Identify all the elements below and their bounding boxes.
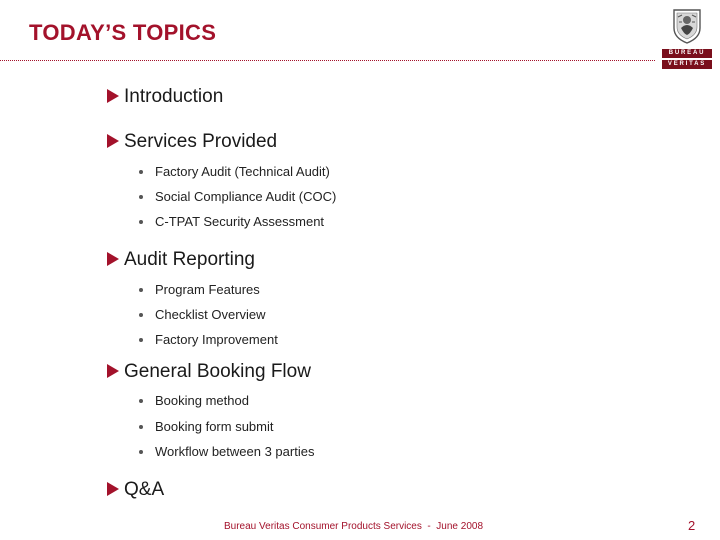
dot-bullet-icon (139, 220, 143, 224)
topic-label: Audit Reporting (124, 249, 255, 270)
list-item: C-TPAT Security Assessment (139, 214, 324, 229)
triangle-bullet-icon (107, 134, 119, 148)
dot-bullet-icon (139, 399, 143, 403)
bureau-veritas-logo (662, 8, 712, 66)
topic-label: General Booking Flow (124, 361, 311, 382)
list-item: Social Compliance Audit (COC) (139, 189, 336, 204)
list-item: Checklist Overview (139, 307, 266, 322)
logo-wordmark-top: BUREAU (662, 49, 712, 58)
list-item: Factory Audit (Technical Audit) (139, 164, 330, 179)
list-item: Workflow between 3 parties (139, 444, 314, 459)
topic-label: Services Provided (124, 131, 278, 152)
dot-bullet-icon (139, 288, 143, 292)
topic-audit-reporting (107, 249, 255, 271)
list-item: Booking method (139, 393, 249, 408)
dot-bullet-icon (139, 170, 143, 174)
topic-services-provided (107, 131, 277, 153)
page-number: 2 (688, 518, 696, 533)
crest-icon (672, 8, 702, 44)
triangle-bullet-icon (107, 482, 119, 496)
list-item: Program Features (139, 282, 260, 297)
title-divider (0, 60, 655, 61)
topic-qa (107, 479, 164, 501)
topic-general-booking-flow (107, 361, 311, 383)
topic-label: Introduction (124, 86, 224, 107)
topic-label: Q&A (124, 479, 165, 500)
triangle-bullet-icon (107, 89, 119, 103)
triangle-bullet-icon (107, 252, 119, 266)
dot-bullet-icon (139, 338, 143, 342)
topic-introduction (107, 86, 223, 108)
dot-bullet-icon (139, 195, 143, 199)
list-item: Factory Improvement (139, 332, 278, 347)
slide-title: TODAY’S TOPICS (29, 20, 217, 45)
dot-bullet-icon (139, 313, 143, 317)
logo-wordmark-bottom: VERITAS (662, 60, 712, 69)
dot-bullet-icon (139, 425, 143, 429)
list-item: Booking form submit (139, 419, 274, 434)
dot-bullet-icon (139, 450, 143, 454)
triangle-bullet-icon (107, 364, 119, 378)
slide-footer: Bureau Veritas Consumer Products Services - June 2008 (224, 521, 484, 532)
